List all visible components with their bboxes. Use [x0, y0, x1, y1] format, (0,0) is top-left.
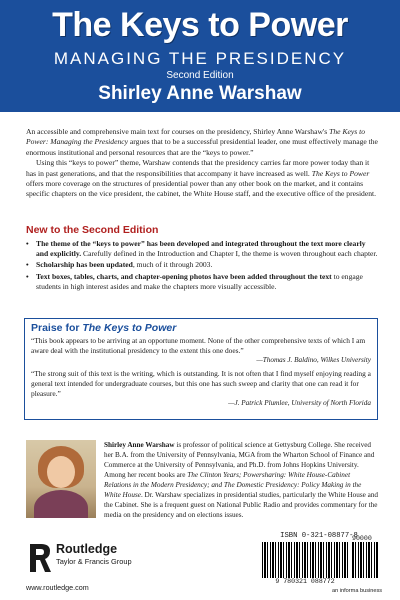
praise-quote-1: “This book appears to be arriving at an opportune moment. None of the other comprehensive texts of which I am aware deal with the institutional presidency to the extent this one does.”: [31, 336, 366, 355]
author-bio: [104, 440, 378, 520]
intro-paragraph-1: [26, 127, 378, 158]
intro-p2-b: offers more coverage on the structures of presidential power than any other book on the market, and it contains specific chapters on the vice president, the cabinet, the White House staff, and the executive office of the president.: [26, 179, 377, 199]
routledge-logo-icon: [26, 540, 52, 576]
intro-paragraph-2: [26, 158, 378, 200]
new-edition-heading: New to the Second Edition: [26, 224, 159, 236]
praise-box: [24, 318, 378, 420]
intro-p1-title: The Keys to Power: Managing the Presidency: [26, 127, 366, 147]
bio-text-b: . Dr. Warshaw specializes in presidential studies, particularly the White House and the Cabinet. She is a frequent guest on National Public Radio and provides commentary for the media on the presidency and on elections issues.: [104, 491, 379, 519]
list-item-text: , much of it through 2003.: [132, 260, 213, 270]
author-photo-shoulders: [34, 490, 88, 518]
intro-p1-a: An accessible and comprehensive main text for courses on the presidency, Shirley Anne Warshaw's: [26, 127, 330, 136]
list-item-bold: The theme of the “keys to power” has been developed and integrated throughout the text more clearly and explicitly.: [36, 239, 366, 259]
intro-p2-a: Using this “keys to power” theme, Warshaw contends that the presidency carries far more power today than it has in past generations, and that the responsibilities that accompany it have increased as well.: [26, 158, 370, 178]
list-item: [26, 272, 378, 292]
informa-label: an informa business: [332, 588, 383, 594]
new-edition-list: [26, 239, 378, 293]
author-name: Shirley Anne Warshaw: [98, 83, 302, 104]
intro-p2-title: The Keys to Power: [311, 168, 370, 178]
list-item: [26, 239, 378, 259]
barcode-number: 9 780321 088772: [275, 578, 335, 585]
author-photo-face: [47, 456, 75, 488]
isbn-label: ISBN 0-321-08877-8: [280, 532, 358, 540]
book-title: The Keys to Power: [52, 6, 348, 44]
praise-attribution-2: —J. Patrick Plumlee, University of North Florida: [228, 398, 371, 407]
praise-heading-prefix: Praise for: [31, 322, 83, 334]
list-item-text: to engage students in high interest asides and make the chapters more visually accessible.: [36, 271, 363, 291]
edition-label: Second Edition: [166, 70, 234, 81]
intro-p1-b: argues that to be a successful presidential leader, one must effectively manage the enormous institutional and personal resources that are the “keys to power.”: [26, 137, 378, 157]
intro-text: [26, 127, 378, 200]
book-subtitle: MANAGING THE PRESIDENCY: [53, 49, 347, 68]
barcode-addon: 90000: [352, 535, 372, 542]
bio-text-a: is professor of political science at Gettysburg College. She received her B.A. from the University of Pennsylvania, MGA from the Wharton School of Finance and Commerce at the University of Pennsylvania, and Ph.D. from Johns Hopkins University. Among her recent books are: [104, 441, 375, 479]
bio-name: Shirley Anne Warshaw: [104, 441, 175, 449]
list-item: [26, 260, 378, 270]
praise-heading-title: The Keys to Power: [82, 322, 177, 334]
bio-books: The Clinton Years; Powersharing: White House-Cabinet Relations in the Modern Presidency; and The Domestic Presidency: Policy Making in the White House: [104, 471, 362, 499]
list-item-bold: Scholarship has been updated: [36, 260, 133, 270]
praise-attribution-1: —Thomas J. Baldino, Wilkes University: [256, 355, 371, 364]
praise-quote-2: “The strong suit of this text is the writing, which is outstanding. It is not often that I find myself enjoying reading a general text intended for undergraduate courses, but this one has such sweep and clarity that one can read it for pleasure.”: [31, 369, 371, 398]
publisher-name: Routledge: [56, 542, 118, 556]
header-band: [0, 0, 400, 112]
list-item-bold: Text boxes, tables, charts, and chapter-opening photos have been added throughout the text: [36, 271, 332, 281]
barcode-graphic: [262, 542, 378, 578]
publisher-url[interactable]: www.routledge.com: [26, 583, 89, 592]
praise-heading: [31, 322, 371, 334]
author-photo: [26, 440, 96, 518]
list-item-text: Carefully defined in the Introduction and Chapter I, the theme is woven throughout each chapter.: [81, 249, 378, 259]
publisher-group: Taylor & Francis Group: [56, 557, 132, 566]
